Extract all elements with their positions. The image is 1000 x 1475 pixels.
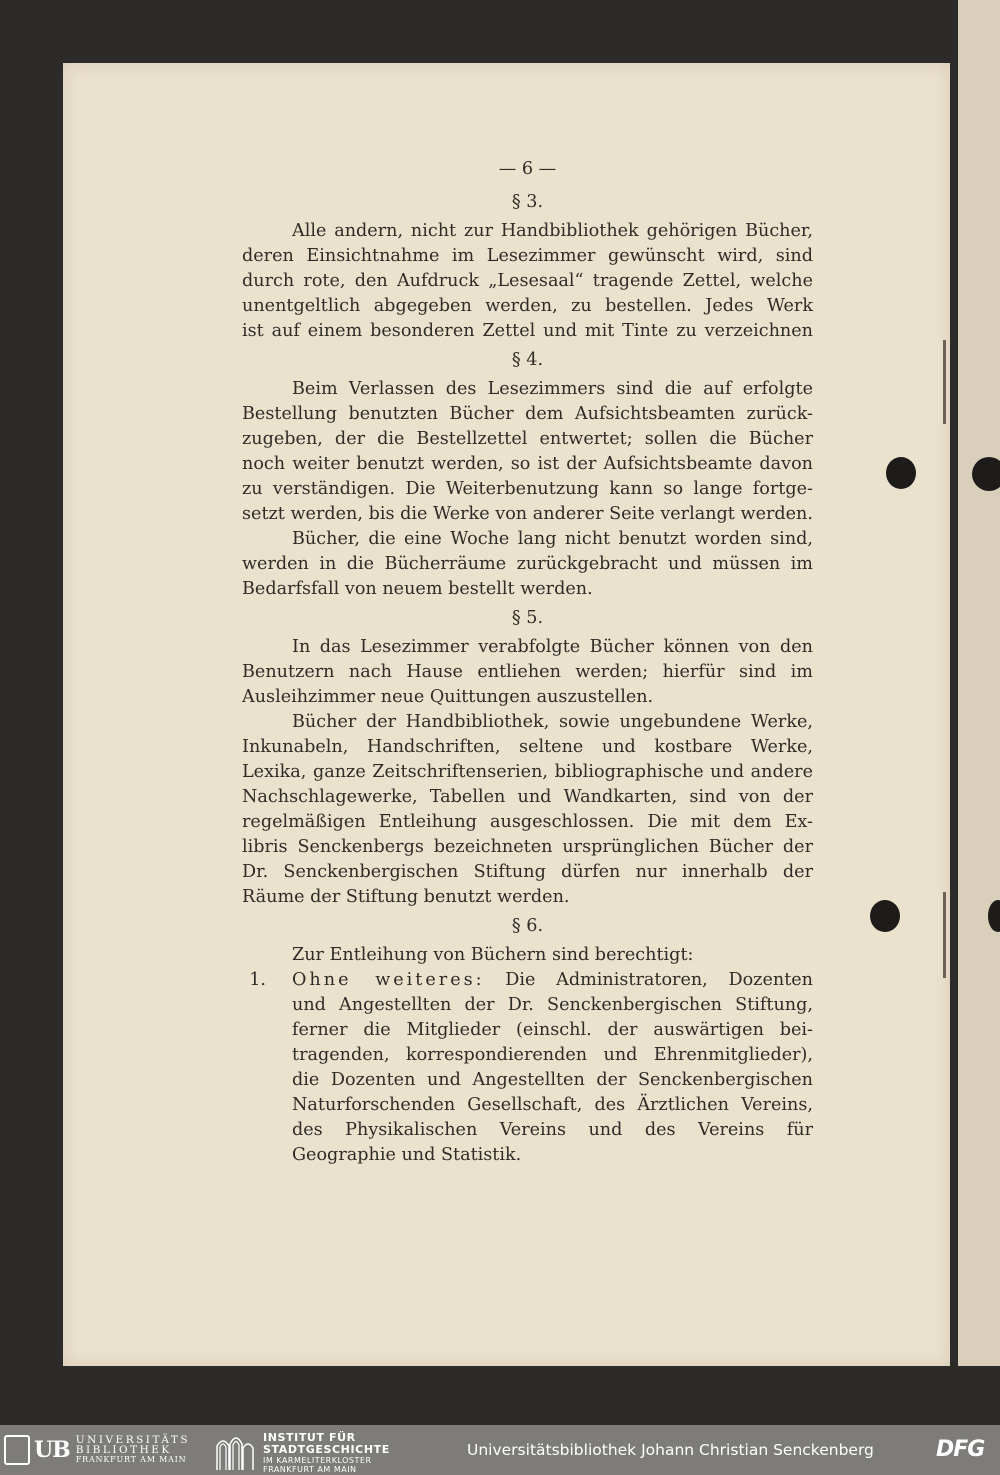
text-line: libris Senckenbergs bezeichneten ursprünglichen Bücher der [242, 837, 813, 857]
text-line: Räume der Stiftung benutzt werden. [242, 887, 570, 907]
text-fragment: Die Administratoren, Dozenten [484, 970, 814, 990]
text-line: Benutzern nach Hause entliehen werden; hierfür sind im [242, 662, 813, 682]
spaced-emphasis: Ohne weiteres: [292, 970, 485, 990]
section-4-paragraph-1 [242, 377, 813, 527]
ub-line-2: BIBLIOTHEK [75, 1444, 172, 1456]
ub-line-1: UNIVERSITÄTS [75, 1434, 191, 1446]
text-line: durch rote, den Aufdruck „Lesesaal“ tragende Zettel, welche [242, 271, 813, 291]
text-line: unentgeltlich abgegeben werden, zu bestellen. Jedes Werk [242, 296, 813, 316]
isg-logo[interactable] [215, 1432, 390, 1474]
adjacent-page-edge [958, 0, 1000, 1366]
text-line: Inkunabeln, Handschriften, seltene und kostbare Werke, [242, 737, 813, 757]
isg-wordmark [263, 1432, 390, 1474]
section-5-paragraph-2 [242, 710, 813, 910]
text-line: zu verständigen. Die Weiterbenutzung kann so lange fortge- [242, 479, 813, 499]
binding-mark-bottom [943, 892, 946, 978]
text-line: Alle andern, nicht zur Handbibliothek gehörigen Bücher, [292, 221, 813, 241]
arches-icon [215, 1432, 255, 1470]
text-line: Nachschlagewerke, Tabellen und Wandkarten, sind von der [242, 787, 813, 807]
section-4-paragraph-2 [242, 527, 813, 602]
text-line: ist auf einem besonderen Zettel und mit Tinte zu verzeichnen [242, 321, 813, 341]
list-item-body [292, 968, 813, 1168]
section-6-intro: Zur Entleihung von Büchern sind berechtigt: [292, 945, 694, 965]
text-line: tragenden, korrespondierenden und Ehrenmitglieder), [292, 1045, 813, 1065]
text-line: und Angestellten der Dr. Senckenbergischen Stiftung, [292, 995, 813, 1015]
list-item-1 [242, 968, 813, 1168]
section-3-paragraph [242, 219, 813, 344]
text-line: Bestellung benutzten Bücher dem Aufsichtsbeamten zurück- [242, 404, 813, 424]
ub-letters: UB [34, 1437, 70, 1463]
text-line: noch weiter benutzt werden, so ist der Aufsichtsbeamte davon [242, 454, 813, 474]
punch-hole-top-edge [972, 457, 1000, 491]
text-line: Bedarfsfall von neuem bestellt werden. [242, 579, 593, 599]
ub-wordmark [76, 1435, 190, 1465]
isg-line-4: FRANKFURT AM MAIN [263, 1465, 357, 1474]
text-line: In das Lesezimmer verabfolgte Bücher können von den [292, 637, 813, 657]
isg-line-1: INSTITUT FÜR [263, 1431, 356, 1444]
isg-line-3: IM KARMELITERKLOSTER [263, 1456, 372, 1465]
text-line: setzt werden, bis die Werke von anderer Seite verlangt werden. [242, 504, 813, 524]
text-line: regelmäßigen Entleihung ausgeschlossen. Die mit dem Ex- [242, 812, 813, 832]
text-line: Naturforschenden Gesellschaft, des Ärztlichen Vereins, [292, 1095, 813, 1115]
section-heading-3: § 3. [511, 192, 544, 212]
text-line: Ausleihzimmer neue Quittungen auszustellen. [242, 687, 654, 707]
ub-line-3: FRANKFURT AM MAIN [75, 1455, 187, 1464]
text-line: Beim Verlassen des Lesezimmers sind die auf erfolgte [292, 379, 813, 399]
page-number: — 6 — [498, 159, 557, 179]
text-line: Dr. Senckenbergischen Stiftung dürfen nur innerhalb der [242, 862, 813, 882]
section-heading-4: § 4. [511, 350, 544, 370]
isg-line-2: STADTGESCHICHTE [263, 1443, 390, 1456]
binding-mark-top [943, 340, 946, 424]
text-line: zugeben, der die Bestellzettel entwertet; sollen die Bücher [242, 429, 813, 449]
text-line: Bücher, die eine Woche lang nicht benutzt worden sind, [292, 529, 813, 549]
footer-bar [0, 1425, 1000, 1475]
library-name-link[interactable]: Universitätsbibliothek Johann Christian Senckenberg [467, 1441, 874, 1459]
section-heading-5: § 5. [511, 608, 544, 628]
text-line: Lexika, ganze Zeitschriftenserien, bibliographische und andere [242, 762, 813, 782]
text-line: Bücher der Handbibliothek, sowie ungebundene Werke, [292, 712, 813, 732]
section-5-paragraph-1 [242, 635, 813, 710]
list-item-number: 1. [249, 970, 266, 990]
page-text [242, 157, 813, 1168]
punch-hole-bottom [870, 900, 900, 932]
text-line: des Physikalischen Vereins und des Vereins für [292, 1120, 813, 1140]
text-line: die Dozenten und Angestellten der Senckenbergischen [292, 1070, 813, 1090]
dfg-logo[interactable]: DFG [936, 1437, 985, 1462]
seal-icon [4, 1435, 30, 1465]
text-line: deren Einsichtnahme im Lesezimmer gewünscht wird, sind [242, 246, 813, 266]
text-line: ferner die Mitglieder (einschl. der auswärtigen bei- [292, 1020, 813, 1040]
punch-hole-top [886, 457, 916, 489]
text-line: werden in die Bücherräume zurückgebracht und müssen im [242, 554, 813, 574]
ub-logo[interactable] [4, 1434, 190, 1466]
text-line: Geographie und Statistik. [292, 1145, 522, 1165]
section-heading-6: § 6. [511, 916, 544, 936]
